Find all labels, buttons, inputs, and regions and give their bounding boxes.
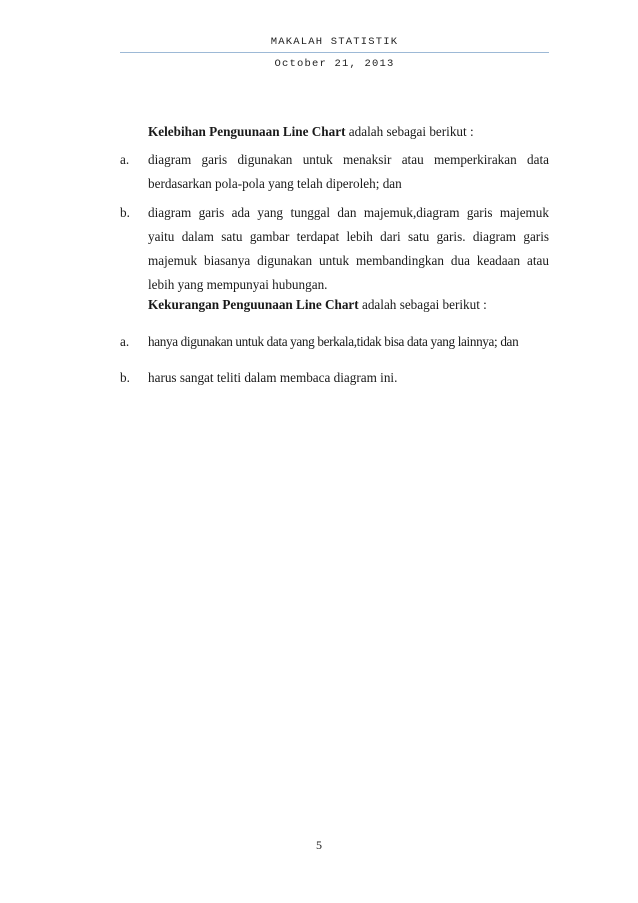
list-item-line: diagram garis digunakan untuk menaksir atau memperkirakan data <box>148 152 549 167</box>
advantages-heading-bold: Kelebihan Penguunaan Line Chart <box>148 124 346 139</box>
list-item-line: berdasarkan pola-pola yang telah diperoleh; dan <box>148 176 402 191</box>
header-date: October 21, 2013 <box>274 58 395 70</box>
disadvantages-heading <box>148 297 487 313</box>
disadvantages-item-a <box>120 330 549 354</box>
page-number: 5 <box>316 838 322 852</box>
list-item-line: yaitu dalam satu gambar terdapat lebih dari satu garis. diagram garis <box>148 229 549 244</box>
advantages-item-b <box>120 201 549 297</box>
list-marker: b. <box>120 370 130 385</box>
disadvantages-heading-rest: adalah sebagai berikut : <box>358 297 487 312</box>
list-item-line: lebih yang mempunyai hubungan. <box>148 277 328 292</box>
list-item-line: majemuk biasanya digunakan untuk membandingkan dua keadaan atau <box>148 253 549 268</box>
list-marker: b. <box>120 205 130 220</box>
header-title: MAKALAH STATISTIK <box>270 36 399 48</box>
advantages-heading <box>148 124 474 140</box>
disadvantages-heading-bold: Kekurangan Penguunaan Line Chart <box>148 297 359 312</box>
list-item-line: hanya digunakan untuk data yang berkala,tidak bisa data yang lainnya; dan <box>148 334 519 349</box>
list-item-line: harus sangat teliti dalam membaca diagram ini. <box>148 370 398 385</box>
disadvantages-item-b <box>120 366 549 390</box>
advantages-heading-rest: adalah sebagai berikut : <box>345 124 474 139</box>
list-marker: a. <box>120 334 130 349</box>
header-divider <box>120 52 549 53</box>
advantages-item-a <box>120 148 549 196</box>
list-marker: a. <box>120 152 130 167</box>
list-item-line: diagram garis ada yang tunggal dan majemuk,diagram garis majemuk <box>148 205 549 220</box>
